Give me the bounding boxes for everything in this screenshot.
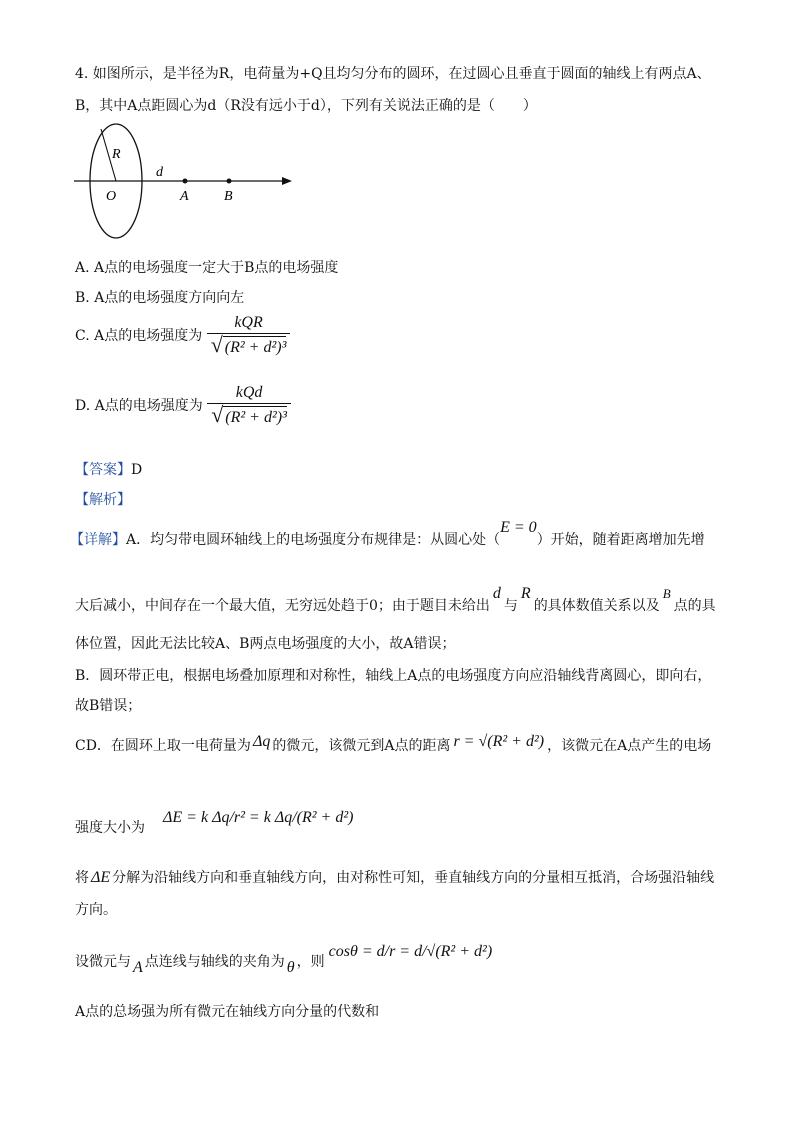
option-D-numerator: kQd [235, 384, 263, 401]
option-D [75, 382, 291, 430]
detail-p6-r: r = √(R² + d²) [453, 733, 545, 750]
detail-p6a: CD．在圆环上取一电荷量为 [75, 738, 251, 754]
option-C-denominator: (R² + d²)³ [223, 336, 287, 359]
label-d: d [156, 165, 163, 180]
detail-p1b: ）开始，随着距离增加先增 [536, 532, 705, 548]
analysis-line [75, 490, 131, 510]
label-O: O [106, 189, 117, 204]
option-C [75, 312, 290, 360]
detail-p2d: 点的具 [673, 598, 716, 614]
option-D-formula [207, 383, 291, 429]
detail-p2-B: B [662, 586, 671, 601]
detail-p6c: ，该微元在A点产生的电场 [547, 738, 712, 754]
detail-p10-math: cosθ = d/r = d/√(R² + d²) [328, 943, 493, 960]
detail-p7a: 强度大小为 [75, 820, 145, 836]
detail-p10a: 设微元与 [75, 954, 131, 970]
detail-p8a: 将 [75, 870, 89, 886]
option-C-prefix: C. A点的电场强度为 [75, 328, 203, 344]
detail-p2-d: d [492, 585, 501, 602]
question-line-2: B，其中A点距圆心为d（R没有远小于d），下列有关说法正确的是（ ） [75, 98, 537, 114]
detail-line-8 [75, 868, 714, 888]
question-line-1: 4. 如图所示，是半径为R，电荷量为+Q且均匀分布的圆环，在过圆心且垂直于圆面的轴线上有两点A、 [75, 66, 711, 82]
option-D-denominator-wrap [207, 403, 291, 429]
point-A-dot [183, 179, 188, 184]
detail-p6b: 的微元，该微元到A点的距离 [272, 738, 451, 754]
answer-tag: 【答案】 [75, 462, 131, 478]
point-B-dot [227, 179, 232, 184]
detail-p2-R: R [520, 585, 531, 602]
detail-line-6 [75, 733, 712, 756]
detail-line-10 [75, 943, 493, 976]
label-B: B [224, 189, 233, 204]
sqrt-icon: √ [210, 332, 223, 357]
option-D-prefix: D. A点的电场强度为 [75, 398, 203, 414]
detail-p2b: 与 [503, 598, 518, 614]
answer-value: D [131, 462, 143, 478]
detail-p2c: 的具体数值关系以及 [533, 598, 660, 614]
detail-tag: 【详解】 [70, 532, 126, 548]
detail-p10b: 点连线与轴线的夹角为 [144, 954, 285, 970]
detail-line-9: 方向。 [75, 902, 117, 918]
detail-line-7 [75, 809, 354, 838]
option-D-denominator: (R² + d²)³ [223, 406, 287, 429]
detail-p10-A: A [133, 959, 143, 976]
detail-p10-theta: θ [286, 959, 295, 976]
detail-line-2 [75, 585, 716, 616]
option-C-numerator: kQR [234, 314, 263, 331]
label-R: R [112, 147, 121, 162]
detail-line-11: A点的总场强为所有微元在轴线方向分量的代数和 [75, 1004, 380, 1020]
detail-p2a: 大后减小，中间存在一个最大值，无穷远处趋于0；由于题目未给出 [75, 598, 490, 614]
detail-p1-math: E = 0 [500, 519, 537, 536]
detail-line-5: 故B错误； [75, 698, 142, 714]
detail-p8-dE: ΔE [91, 869, 111, 886]
option-B: B. A点的电场强度方向向左 [75, 290, 245, 306]
label-A: A [180, 189, 189, 204]
axis-arrow-icon [282, 177, 292, 185]
detail-line-1 [70, 519, 705, 550]
analysis-tag: 【解析】 [75, 492, 131, 508]
detail-p8b: 分解为沿轴线方向和垂直轴线方向，由对称性可知，垂直轴线方向的分量相互抵消，合场强沿轴线 [112, 870, 715, 886]
option-C-formula [207, 313, 291, 359]
detail-p1a: A．均匀带电圆环轴线上的电场强度分布规律是：从圆心处（ [126, 532, 501, 548]
answer-line [75, 460, 142, 480]
option-A: A. A点的电场强度一定大于B点的电场强度 [75, 260, 339, 276]
option-C-denominator-wrap [207, 333, 291, 359]
detail-line-4: B．圆环带正电，根据电场叠加原理和对称性，轴线上A点的电场强度方向应沿轴线背离圆心，即向右， [75, 668, 712, 684]
detail-p6-dq: Δq [252, 733, 271, 750]
detail-line-3: 体位置，因此无法比较A、B两点电场强度的大小，故A错误； [75, 636, 456, 652]
detail-p7-math: ΔE = k Δq/r² = k Δq/(R² + d²) [163, 809, 354, 826]
sqrt-icon: √ [211, 402, 224, 427]
detail-p10c: ，则 [296, 954, 325, 970]
ring-diagram [70, 118, 300, 242]
